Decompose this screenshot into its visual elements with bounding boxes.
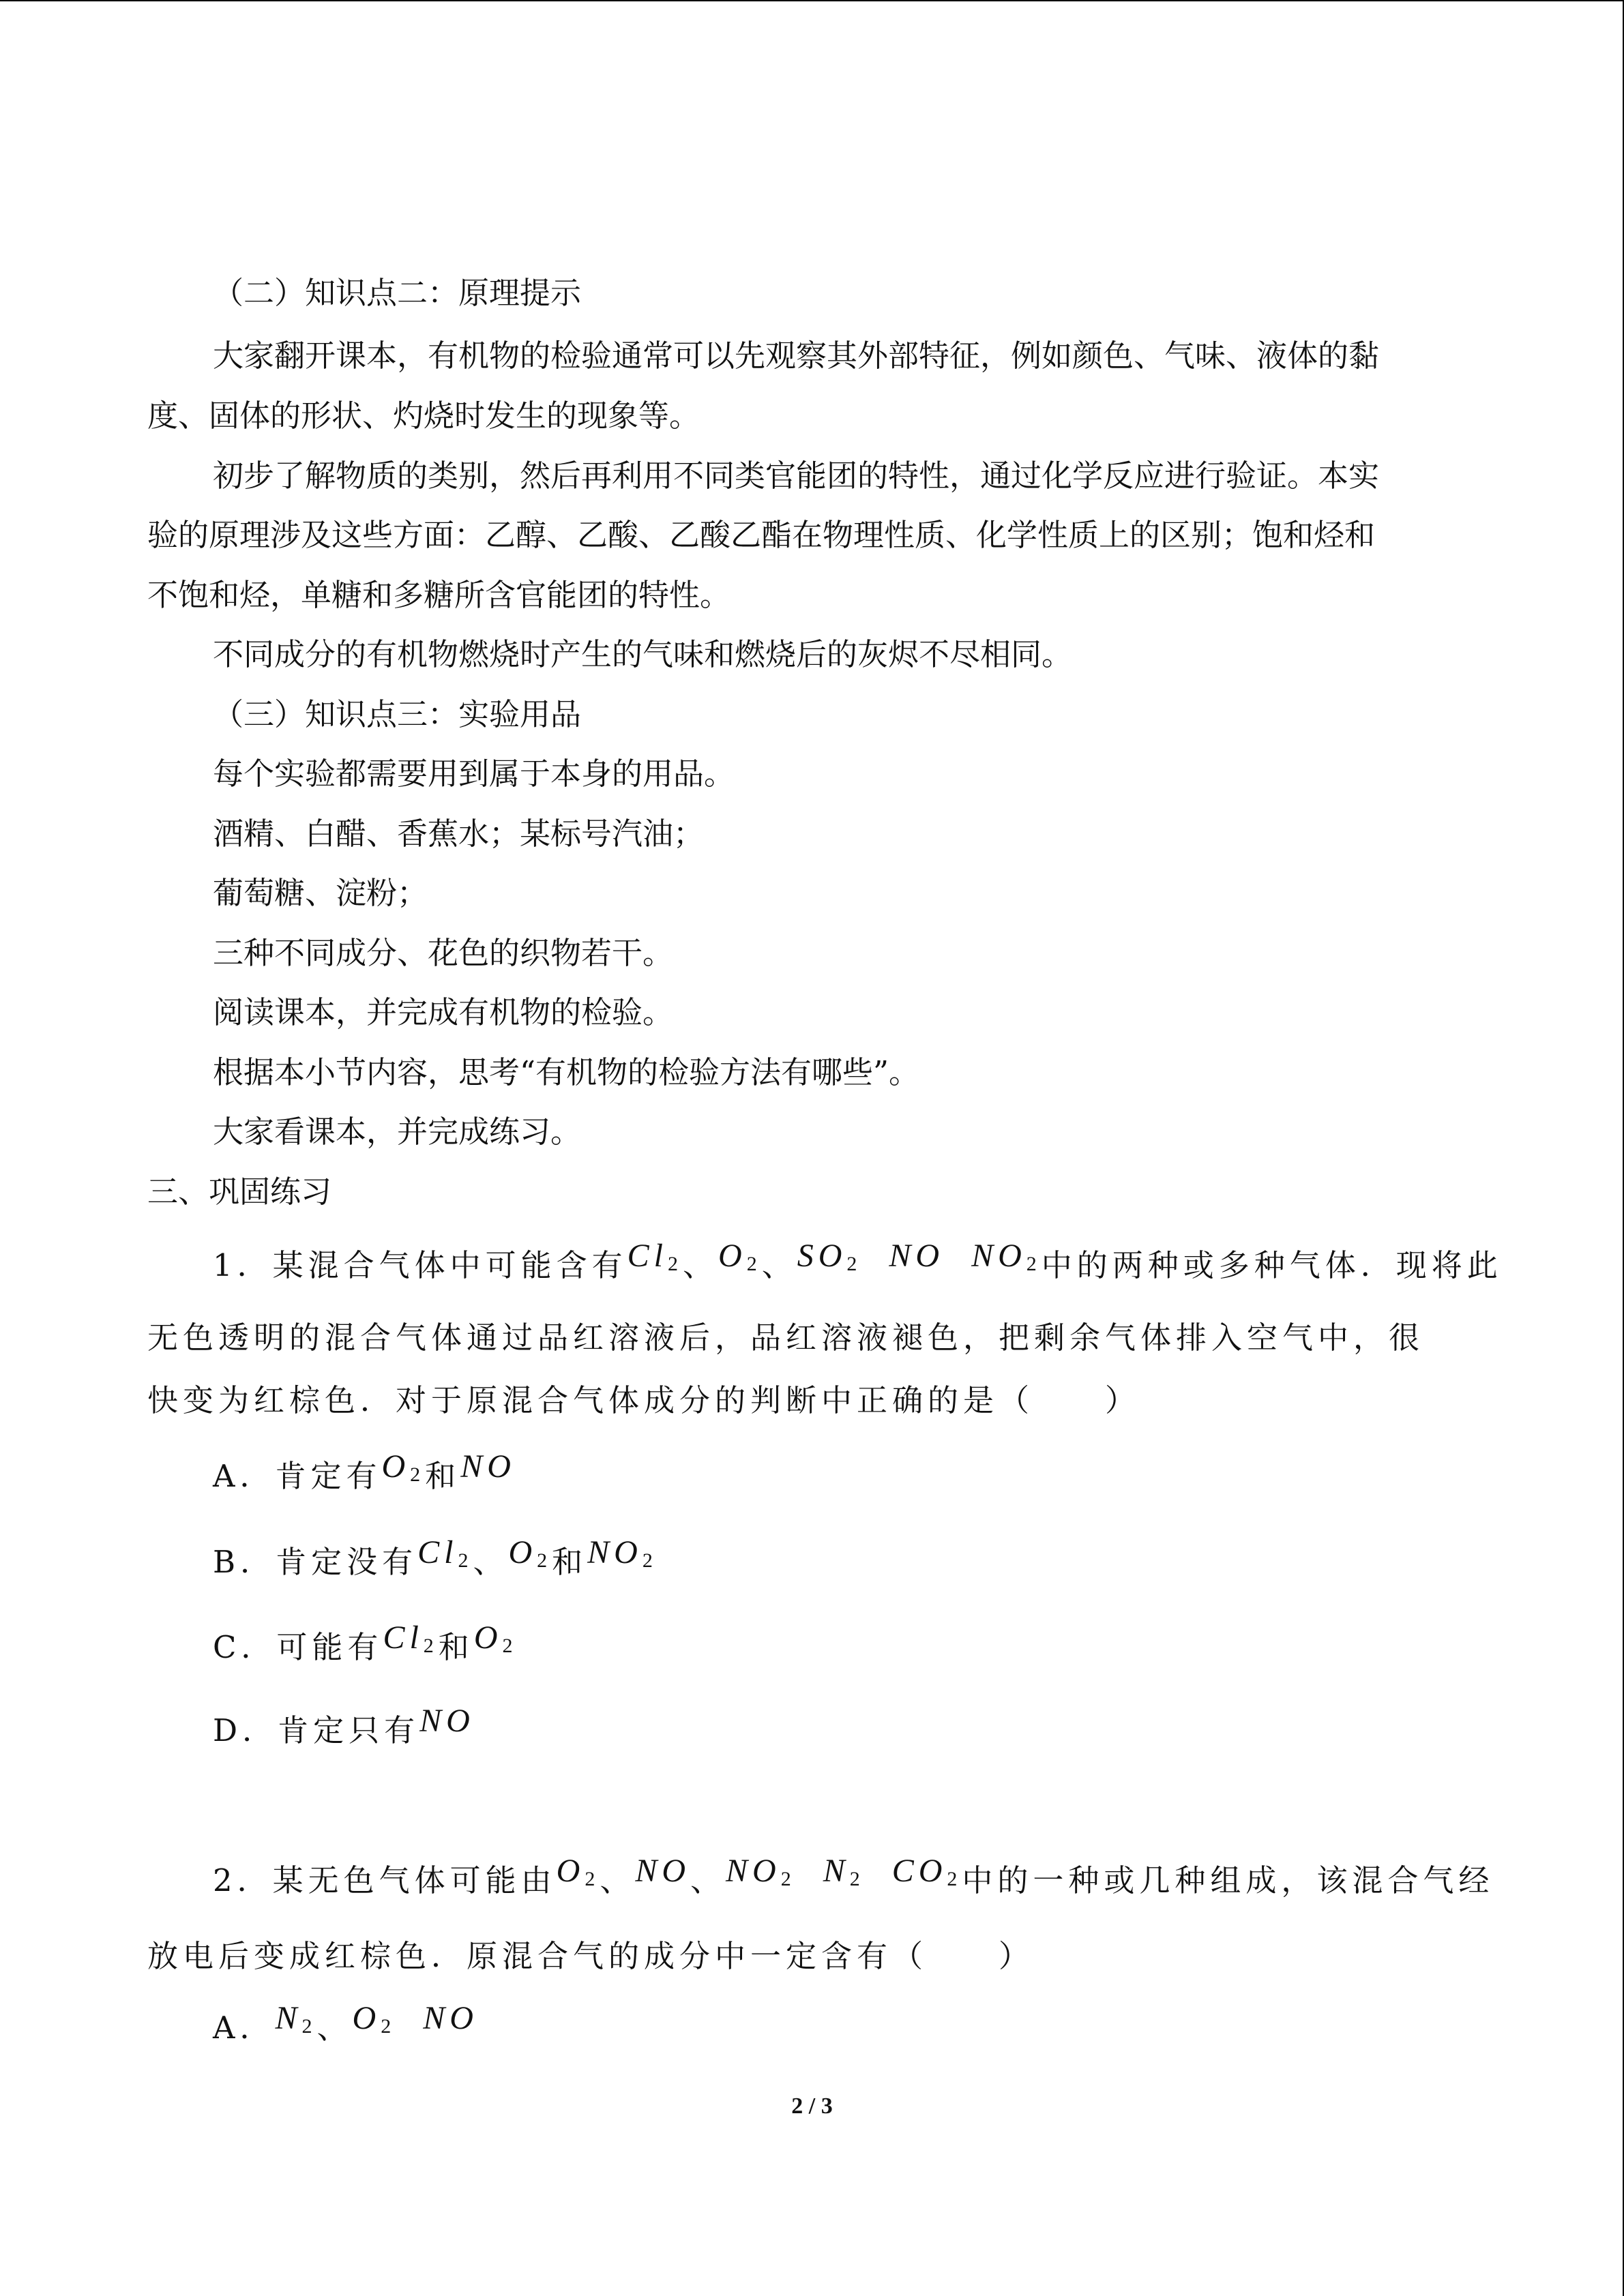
section-heading-2: （二）知识点二：原理提示 [213,275,582,311]
formula-co2: $CO_2$ [891,1853,962,1890]
paragraph-line: 不饱和烃，单糖和多糖所含官能团的特性。 [147,577,731,613]
question-1-line-2: 无色透明的混合气体通过品红溶液后，品红溶液褪色，把剩余气体排入空气中，很 [147,1320,1425,1356]
formula-o2: $O_2$ [556,1853,600,1890]
page-top-border [0,0,1624,1]
formula-no: NO [419,1703,475,1739]
question-1-option-d: D．肯定只有NO [213,1703,475,1748]
section-heading-3: （三）知识点三：实验用品 [213,696,582,732]
paragraph-line: 三种不同成分、花色的织物若干。 [213,935,674,971]
formula-o2: $O_2$ [352,2000,396,2038]
formula-n2: $N_2$ [275,2000,317,2038]
paragraph-line: 根据本小节内容，思考“有机物的检验方法有哪些”。 [213,1054,920,1090]
formula-no: NO [460,1448,516,1485]
question-1-line-3: 快变为红棕色．对于原混合气体成分的判断中正确的是（ ） [147,1382,1141,1418]
formula-n2: $N_2$ [823,1853,865,1890]
formula-o2: $O_2$ [473,1620,518,1657]
formula-o2: $O_2$ [508,1534,552,1572]
question-2-line-2: 放电后变成红棕色．原混合气的成分中一定含有（ ） [147,1938,1035,1974]
paragraph-line: 度、固体的形状、灼烧时发生的现象等。 [147,398,700,434]
question-1-stem: 1．某混合气体中可能含有$Cl_2$、$O_2$、$SO_2$ NO $NO_2$中的两种或多种气体．现将此 [213,1238,1503,1283]
formula-no: NO [635,1853,691,1889]
formula-no: NO [889,1238,945,1274]
paragraph-line: 验的原理涉及这些方面：乙醇、乙酸、乙酸乙酯在物理性质、化学性质上的区别；饱和烃和 [147,517,1376,553]
paragraph-line: 葡萄糖、淀粉； [213,875,428,911]
section-heading-exercises: 三、巩固练习 [147,1174,332,1210]
question-1-option-a: A．肯定有$O_2$和NO [213,1448,516,1494]
paragraph-line: 酒精、白醋、香蕉水；某标号汽油； [213,816,705,852]
formula-o2: $O_2$ [718,1238,762,1275]
formula-no2: $NO_2$ [971,1238,1042,1275]
formula-no2: $NO_2$ [726,1853,796,1890]
paragraph-line: 初步了解物质的类别，然后再利用不同类官能团的特性，通过化学反应进行验证。本实 [213,458,1380,494]
question-1-option-b: B．肯定没有$Cl_2$、$O_2$和$NO_2$ [213,1534,658,1580]
formula-no2: $NO_2$ [587,1534,658,1572]
page-number: 2 / 3 [791,2093,833,2119]
question-2-stem: 2．某无色气体可能由$O_2$、NO、$NO_2$ $N_2$ $CO_2$中的一种或几种组成，该混合气经 [213,1853,1494,1898]
paragraph-line: 大家看课本，并完成练习。 [213,1114,582,1150]
question-1-option-c: C．可能有$Cl_2$和$O_2$ [213,1620,518,1665]
paragraph-line: 每个实验都需要用到属于本身的用品。 [213,756,735,792]
formula-no: NO [423,2000,478,2036]
question-2-option-a: A．$N_2$、$O_2$ NO [213,2000,478,2046]
paragraph-line: 大家翻开课本，有机物的检验通常可以先观察其外部特征，例如颜色、气味、液体的黏 [213,338,1380,374]
formula-cl2: $Cl_2$ [627,1238,683,1275]
formula-cl2: $Cl_2$ [417,1534,473,1572]
formula-so2: $SO_2$ [797,1238,862,1275]
paragraph-line: 不同成分的有机物燃烧时产生的气味和燃烧后的灰烬不尽相同。 [213,636,1073,672]
formula-o2: $O_2$ [381,1448,426,1486]
formula-cl2: $Cl_2$ [383,1620,439,1657]
paragraph-line: 阅读课本，并完成有机物的检验。 [213,994,674,1030]
